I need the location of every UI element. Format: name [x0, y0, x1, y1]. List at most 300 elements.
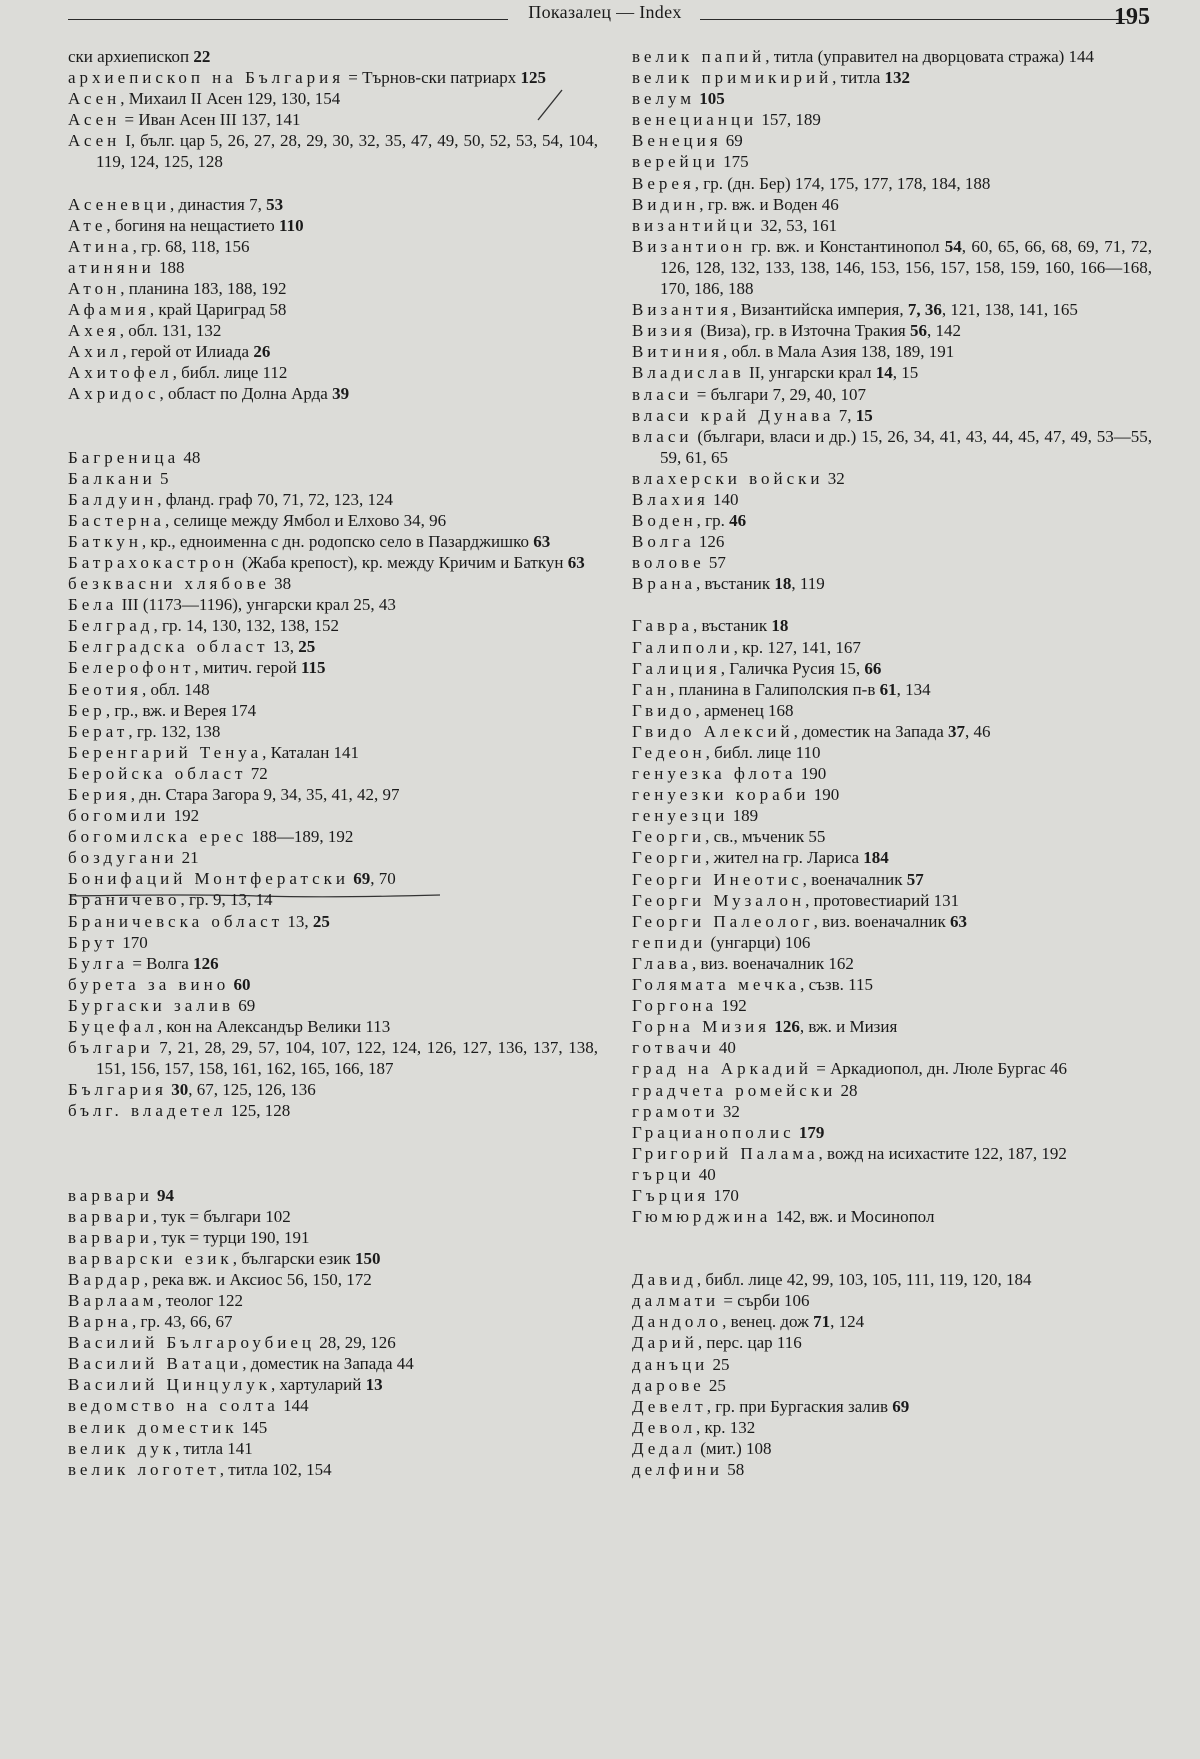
entry-headword: велум [632, 89, 695, 109]
entry-headword: България [68, 1080, 167, 1100]
entry-bold-pages: 39 [332, 384, 350, 404]
index-entry [68, 531, 598, 552]
entry-text: , 15 [892, 363, 919, 383]
index-entry [68, 721, 598, 742]
entry-text: , тук = българи 102 [152, 1206, 291, 1226]
index-entry [68, 889, 598, 910]
entry-text: , 70 [370, 869, 396, 889]
index-entry [68, 847, 598, 868]
entry-headword: Бастерна [68, 510, 165, 530]
entry-headword: власи [632, 384, 693, 404]
page-header-title: Показалец — Index [528, 2, 682, 22]
entry-headword: византийци [632, 215, 757, 235]
entry-headword: Василий Цинцулук [68, 1375, 272, 1395]
entry-text: , титла [832, 68, 885, 88]
index-entry [632, 658, 1152, 679]
index-entry [632, 1101, 1152, 1122]
index-entry [68, 679, 598, 700]
entry-text: 192 [169, 806, 200, 826]
entry-text: 188—189, 192 [247, 827, 354, 847]
index-entry [632, 1143, 1152, 1164]
entry-headword: Батрахокастрон [68, 552, 238, 572]
entry-text: , вожд на исихастите 122, 187, 192 [818, 1143, 1067, 1163]
entry-headword: Верея [632, 173, 695, 193]
section-gap [68, 173, 598, 194]
index-entry [68, 1248, 598, 1269]
entry-bold-pages: 13 [365, 1375, 383, 1395]
index-entry [632, 362, 1152, 383]
index-entry [68, 1206, 598, 1227]
index-entry [68, 974, 598, 995]
index-entry [632, 510, 1152, 531]
index-entry [632, 784, 1152, 805]
index-entry [632, 426, 1152, 468]
entry-text: , Византийска империя, [732, 300, 908, 320]
entry-headword: велик дук [68, 1438, 175, 1458]
running-head [0, 0, 1200, 34]
entry-headword: Витиния [632, 342, 723, 362]
entry-text: , хартуларий [271, 1375, 366, 1395]
entry-text: 28, 29, 126 [315, 1333, 396, 1353]
entry-text: = Аркадиопол, дн. Люле Бургас 46 [811, 1059, 1067, 1079]
index-entry [632, 826, 1152, 847]
entry-text: , река вж. и Аксиос 56, 150, 172 [143, 1269, 372, 1289]
entry-headword: българи [68, 1038, 154, 1058]
entry-text: , доместик на Запада 44 [242, 1354, 414, 1374]
entry-text: = българи 7, 29, 40, 107 [692, 384, 866, 404]
entry-headword: Бер [68, 700, 106, 720]
entry-headword: Глава [632, 953, 692, 973]
entry-headword: варвари [68, 1206, 153, 1226]
entry-text: , кр., едноименна с дн. родопско село в Пазарджишко [141, 531, 534, 551]
entry-headword: Бела [68, 595, 118, 615]
entry-headword: варварски език [68, 1248, 233, 1268]
entry-headword: Багреница [68, 447, 180, 467]
entry-text: 72 [246, 763, 268, 783]
entry-headword: Горна Мизия [632, 1017, 771, 1037]
entry-text: 69 [234, 995, 256, 1015]
entry-text: , виз. военачалник [813, 911, 951, 931]
entry-text: , Галичка Русия 15, [720, 658, 865, 678]
index-entry [68, 1353, 598, 1374]
entry-bold-pages: 63 [567, 552, 585, 572]
entry-text: , тук = турци 190, 191 [152, 1227, 310, 1247]
entry-text: , гр. 132, 138 [128, 721, 221, 741]
entry-headword: богомилска ерес [68, 827, 248, 847]
entry-text: 142, вж. и Мосинопол [771, 1207, 935, 1227]
index-entry [632, 1269, 1152, 1290]
entry-headword: Гедеон [632, 743, 706, 762]
entry-text: , област по Долна Арда [159, 384, 333, 404]
entry-headword: Браничево [68, 890, 181, 910]
entry-headword: велик доместик [68, 1417, 238, 1437]
entry-headword: Варлаам [68, 1290, 158, 1310]
index-entry [632, 637, 1152, 658]
entry-text: 175 [718, 152, 749, 172]
entry-text: , виз. военачалник 162 [691, 953, 854, 973]
entry-headword: Гърция [632, 1185, 710, 1205]
entry-headword: влахерски войски [632, 468, 824, 488]
entry-text: = Търнов-ски патриарх [344, 68, 521, 88]
index-entry [68, 826, 598, 847]
entry-text: , титла 102, 154 [219, 1459, 332, 1479]
entry-bold-pages: 14 [875, 363, 893, 383]
entry-bold-pages: 25 [298, 637, 316, 657]
index-entry [632, 552, 1152, 573]
entry-headword: Василий Българоубиец [68, 1333, 316, 1353]
entry-text: , кр. 132 [696, 1417, 756, 1437]
entry-text: = Волга [128, 953, 194, 973]
index-entry [632, 869, 1152, 890]
entry-headword: Георги Музалон [632, 890, 806, 910]
entry-bold-pages: 54 [944, 236, 962, 256]
entry-headword: Георги Палеолог [632, 911, 814, 931]
entry-text: , династия 7, [170, 194, 267, 214]
entry-text: 32 [823, 468, 845, 488]
section-gap [632, 1227, 1152, 1269]
entry-headword: далмати [632, 1291, 720, 1311]
entry-text: (Жаба крепост), кр. между Кричим и Баткун [237, 552, 568, 572]
entry-headword: генуезка флота [632, 764, 797, 784]
index-entry [632, 742, 1152, 763]
index-entry [68, 1395, 598, 1416]
entry-headword: Василий Ватаци [68, 1354, 243, 1374]
entry-text: , Каталан 141 [262, 742, 360, 762]
entry-text: , селище между Ямбол и Елхово 34, 96 [164, 510, 447, 530]
entry-text: , гр. 43, 66, 67 [132, 1312, 233, 1332]
entry-text: , обл. 148 [141, 679, 210, 699]
index-entry [632, 1396, 1152, 1417]
entry-headword: безквасни хлябове [68, 574, 270, 594]
entry-bold-pages: 132 [884, 68, 910, 88]
entry-text: 48 [179, 447, 201, 467]
entry-headword: генуезки кораби [632, 785, 810, 805]
header-rule-left [68, 19, 508, 20]
entry-headword: богомили [68, 806, 170, 826]
entry-bold-pages: 126 [193, 953, 219, 973]
entry-text: 170 [117, 932, 148, 952]
entry-headword: Атина [68, 236, 133, 256]
entry-headword: власи [632, 426, 693, 446]
index-entry [632, 679, 1152, 700]
entry-text: 5 [155, 468, 169, 488]
entry-text: , Михаил II Асен 129, 130, 154 [120, 89, 341, 109]
entry-text: (Виза), гр. в Източна Тракия [696, 321, 911, 341]
entry-headword: волове [632, 553, 705, 573]
entry-headword: Гюмюрджина [632, 1207, 772, 1227]
entry-text: , 124 [830, 1312, 865, 1332]
entry-text: 40 [714, 1038, 736, 1058]
entry-bold-pages: 26 [253, 342, 271, 362]
index-entry [632, 109, 1152, 130]
index-entry [68, 1100, 598, 1121]
entry-bold-pages: 53 [266, 194, 284, 214]
index-entry [632, 151, 1152, 172]
entry-text: 190 [796, 764, 827, 784]
entry-text: 126 [694, 532, 725, 552]
entry-headword: Волга [632, 532, 695, 552]
entry-text: , 142 [927, 321, 962, 341]
entry-text: , титла 141 [174, 1438, 253, 1458]
index-entry [68, 868, 598, 889]
index-entry [68, 573, 598, 594]
entry-headword: велик примикирий [632, 68, 833, 88]
entry-headword: Белерофонт [68, 658, 195, 678]
entry-text: 188 [154, 257, 185, 277]
entry-headword: варвари [68, 1185, 153, 1205]
index-entry [632, 468, 1152, 489]
entry-bold-pages: 22 [193, 47, 211, 66]
entry-headword: Георги Инеотис [632, 869, 803, 889]
index-entry [68, 784, 598, 805]
entry-text: , гр. 9, 13, 14 [180, 890, 273, 910]
index-entry [632, 320, 1152, 341]
entry-text: = Иван Асен III 137, 141 [120, 110, 301, 130]
index-entry [68, 510, 598, 531]
entry-text: гр. вж. и Константинопол [745, 236, 945, 256]
index-column-right [632, 46, 1152, 1480]
entry-bold-pages: 184 [863, 848, 889, 868]
entry-text: , въстаник [693, 616, 772, 636]
entry-headword: Галиполи [632, 637, 734, 657]
index-entry [632, 1164, 1152, 1185]
index-entry [68, 1290, 598, 1311]
index-entry [68, 1417, 598, 1438]
entry-headword: Девол [632, 1417, 697, 1437]
entry-text: , гр. (дн. Бер) 174, 175, 177, 178, 184, 188 [694, 173, 991, 193]
entry-headword: Ахил [68, 342, 123, 362]
entry-headword: Беренгарий Тенуа [68, 742, 263, 762]
entry-headword: градчета ромейски [632, 1080, 837, 1100]
entry-headword: Гвидо [632, 700, 696, 720]
index-entry [632, 995, 1152, 1016]
entry-headword: велик логотет [68, 1459, 220, 1479]
index-entry [632, 1290, 1152, 1311]
entry-headword: Грацианополис [632, 1122, 795, 1142]
index-entry [68, 1332, 598, 1353]
header-rule-right [700, 19, 1128, 20]
index-entry [632, 1354, 1152, 1375]
index-entry [68, 362, 598, 383]
entry-text: , обл. 131, 132 [119, 321, 222, 341]
index-entry [68, 636, 598, 657]
index-entry [632, 911, 1152, 932]
entry-headword: Ахитофел [68, 363, 173, 383]
entry-text: , богиня на нещастието [106, 215, 280, 235]
index-entry [68, 995, 598, 1016]
entry-text: 38 [269, 574, 292, 594]
index-entry [632, 1185, 1152, 1206]
entry-bold-pages: 37 [948, 721, 966, 741]
entry-text: , вж. и Мизия [799, 1017, 898, 1037]
entry-text: , съзв. 115 [800, 975, 874, 995]
entry-bold-pages: 60 [233, 974, 251, 994]
entry-headword: град на Аркадий [632, 1059, 812, 1079]
entry-text: 140 [708, 489, 739, 509]
entry-text: (унгарци) 106 [706, 932, 811, 952]
entry-text: 32, 53, 161 [756, 215, 838, 235]
index-entry [632, 130, 1152, 151]
entry-text: , гр. при Бургаския залив [706, 1396, 893, 1416]
index-entry [632, 1311, 1152, 1332]
entry-bold-pages: 179 [798, 1122, 825, 1142]
entry-text: 125, 128 [226, 1101, 291, 1121]
entry-headword: Асеневци [68, 194, 171, 214]
entry-headword: Берия [68, 785, 131, 804]
index-entry [632, 1438, 1152, 1459]
entry-text: , дн. Стара Загора 9, 34, 35, 41, 42, 97 [130, 785, 400, 804]
entry-text: , титла (управител на дворцовата стража) 144 [765, 47, 1095, 66]
entry-headword: Врана [632, 574, 697, 594]
entry-headword: Бургаски залив [68, 995, 235, 1015]
entry-text: , кон на Александър Велики 113 [157, 1017, 391, 1037]
index-entry [68, 278, 598, 299]
index-entry [632, 932, 1152, 953]
index-entry [632, 1459, 1152, 1480]
index-entry [632, 763, 1152, 784]
entry-text: , 46 [965, 721, 991, 741]
entry-headword: Варна [68, 1312, 133, 1332]
entry-bold-pages: 69 [892, 1396, 910, 1416]
entry-headword: бурета за вино [68, 974, 230, 994]
index-entry [632, 573, 1152, 594]
entry-headword: Бонифаций Монтфератски [68, 869, 349, 889]
section-gap [68, 1122, 598, 1185]
entry-text: , св., мъченик 55 [705, 827, 826, 847]
index-entry [68, 805, 598, 826]
index-entry [68, 1459, 598, 1480]
index-entry [68, 383, 598, 404]
entry-headword: Ахея [68, 321, 120, 341]
index-entry [68, 953, 598, 974]
index-entry [632, 405, 1152, 426]
entry-text: , гр. 14, 130, 132, 138, 152 [153, 616, 339, 636]
index-entry [68, 742, 598, 763]
index-entry [68, 299, 598, 320]
entry-text: 7, [834, 405, 856, 425]
entry-bold-pages: 110 [279, 215, 304, 235]
index-entry [68, 1227, 598, 1248]
entry-headword: Венеция [632, 131, 722, 151]
entry-bold-pages: 30 [171, 1080, 189, 1100]
entry-bold-pages: 125 [520, 68, 546, 88]
entry-text: , обл. в Мала Азия 138, 189, 191 [722, 342, 955, 362]
entry-text: , военачалник [802, 869, 907, 889]
index-column-left [68, 46, 598, 1480]
index-entry [68, 468, 598, 489]
index-entry [632, 299, 1152, 320]
entry-headword: Давид [632, 1270, 697, 1290]
entry-headword: Дедал [632, 1438, 696, 1458]
index-entry [68, 46, 598, 67]
entry-text: 58 [723, 1460, 745, 1479]
index-entry [68, 594, 598, 615]
entry-headword: архиепископ на България [68, 68, 345, 88]
index-entry [68, 215, 598, 236]
entry-text: 144 [278, 1396, 309, 1416]
entry-headword: Горгона [632, 996, 718, 1016]
entry-text: 69 [721, 131, 743, 151]
entry-headword: Георги [632, 827, 706, 847]
entry-headword: Браничевска област [68, 911, 284, 931]
entry-headword: Ахридос [68, 384, 160, 404]
entry-text: II, унгарски крал [744, 363, 876, 383]
entry-headword: Атон [68, 278, 121, 298]
entry-bold-pages: 63 [950, 911, 968, 931]
entry-text: , теолог 122 [157, 1290, 243, 1310]
index-entry [68, 911, 598, 932]
index-entry [632, 847, 1152, 868]
entry-headword: Берат [68, 721, 129, 741]
entry-headword: готвачи [632, 1038, 715, 1058]
entry-bold-pages: 57 [906, 869, 924, 889]
entry-headword: Белград [68, 616, 154, 636]
entry-text: 40 [694, 1164, 716, 1184]
entry-headword: Владислав [632, 363, 745, 383]
index-entry [68, 1438, 598, 1459]
entry-bold-pages: 71 [813, 1312, 831, 1332]
entry-headword: ведомство на солта [68, 1396, 279, 1416]
entry-text: , митич. герой [194, 658, 301, 678]
page-number: 195 [1114, 4, 1150, 30]
index-entry [632, 890, 1152, 911]
index-entry [68, 341, 598, 362]
entry-headword: Беотия [68, 679, 142, 699]
entry-text: 57 [704, 553, 726, 573]
entry-headword: Византион [632, 236, 746, 256]
index-entry [632, 1417, 1152, 1438]
entry-text: , 121, 138, 141, 165 [941, 300, 1078, 320]
entry-bold-pages: 56 [910, 321, 928, 341]
entry-text: , 119 [791, 574, 825, 594]
entry-text: 13, [283, 911, 313, 931]
entry-headword: Ган [632, 679, 671, 699]
entry-headword: Дандоло [632, 1312, 723, 1332]
entry-text: , 134 [896, 679, 931, 699]
entry-headword: Булга [68, 953, 129, 973]
entry-text: III (1173—1196), унгарски крал 25, 43 [117, 595, 396, 615]
entry-headword: варвари [68, 1227, 153, 1247]
entry-text: , планина в Галиполския п-в [670, 679, 880, 699]
index-entry [632, 1058, 1152, 1079]
entry-text: 7, 21, 28, 29, 57, 104, 107, 122, 124, 126, 127, 136, 137, 138, 151, 156, 157, 158, 161, 162, 165, 166, 187 [96, 1038, 598, 1079]
entry-text: 192 [717, 996, 747, 1016]
entry-text: , планина 183, 188, 192 [120, 278, 287, 298]
index-entry [68, 194, 598, 215]
index-entry [632, 384, 1152, 405]
entry-text: , гр. [696, 511, 730, 531]
entry-bold-pages: 25 [312, 911, 330, 931]
entry-headword: Буцефал [68, 1017, 158, 1037]
index-entry [632, 173, 1152, 194]
entry-text: = сърби 106 [719, 1291, 810, 1311]
index-entry [632, 1016, 1152, 1037]
index-entry [68, 67, 598, 88]
index-entry [68, 130, 598, 172]
entry-text: ски архиепископ [68, 47, 194, 66]
index-entry [632, 215, 1152, 236]
entry-headword: делфини [632, 1460, 723, 1479]
index-entry [632, 88, 1152, 109]
entry-bold-pages: 66 [864, 658, 882, 678]
entry-bold-pages: 115 [300, 658, 326, 678]
index-entry [68, 657, 598, 678]
entry-headword: Гавра [632, 616, 694, 636]
entry-text: 25 [704, 1375, 726, 1395]
entry-text: 32 [718, 1101, 740, 1121]
index-entry [68, 1374, 598, 1395]
index-entry [68, 1037, 598, 1079]
